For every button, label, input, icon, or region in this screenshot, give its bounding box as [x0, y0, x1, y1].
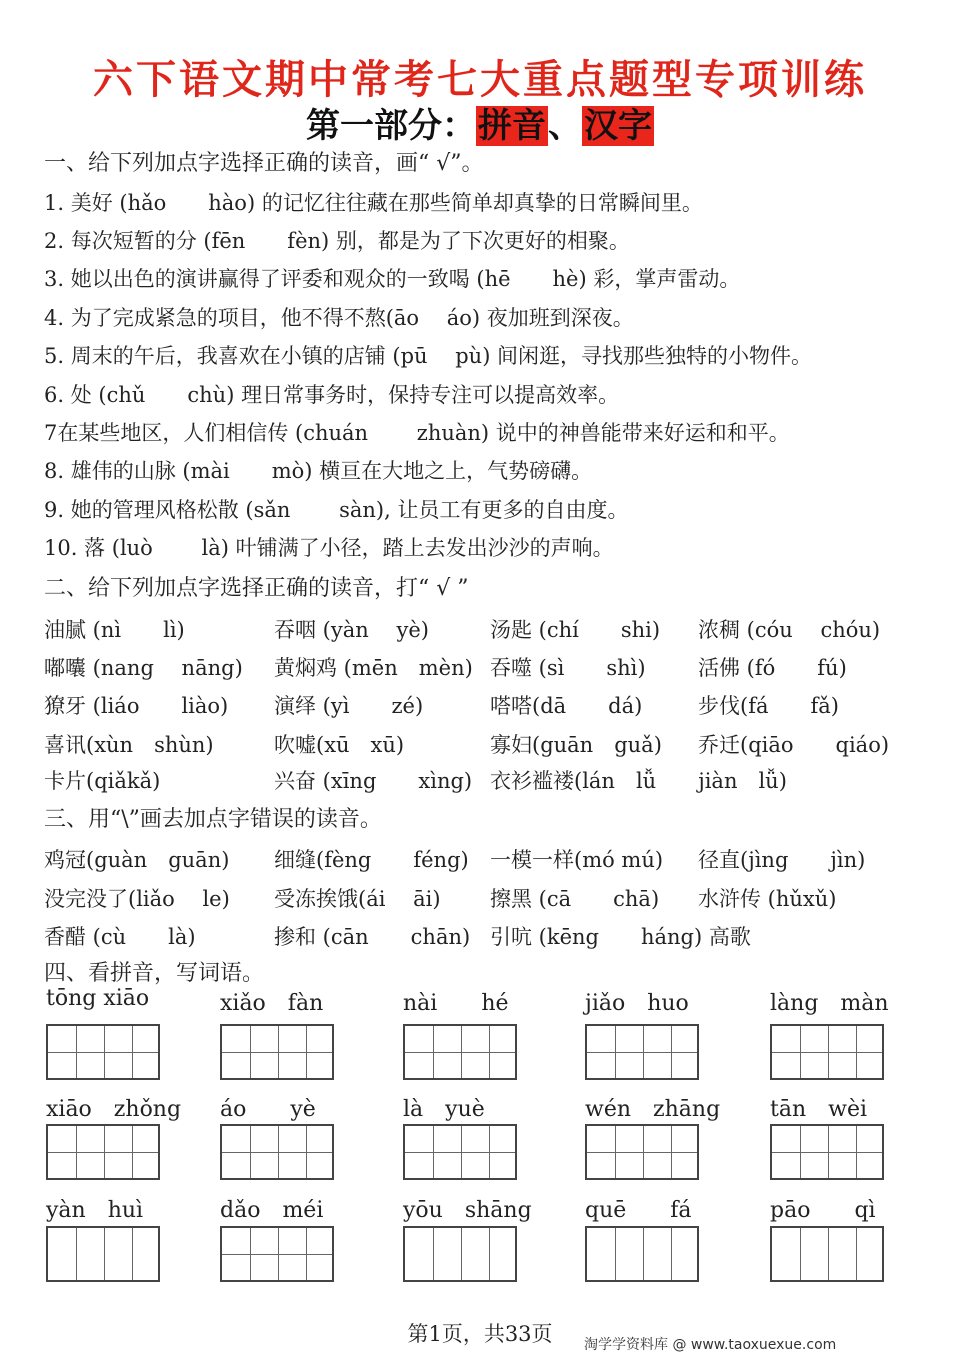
highlight-pinyin: 拼音 — [478, 106, 546, 146]
word-reading-item: 寡妇(guān guǎ) — [490, 733, 662, 757]
pinyin-prompt: quē fá — [585, 1198, 692, 1223]
page-footer: 第1页，共33页 — [407, 1322, 553, 1346]
pinyin-prompt: wén zhāng — [585, 1097, 721, 1122]
pinyin-prompt: làng màn — [770, 991, 889, 1016]
word-reading-item: 黄焖鸡 (mēn mèn) — [274, 656, 473, 680]
pinyin-prompt: yōu shāng — [403, 1198, 532, 1223]
part-prefix: 第一部分： — [306, 106, 476, 146]
box-divider — [615, 1228, 616, 1280]
box-midline — [405, 1152, 515, 1153]
word-reading-item: 引吭 (kēng háng) 高歌 — [490, 925, 751, 949]
word-reading-item: 受冻挨饿(ái āi) — [274, 887, 441, 911]
pinyin-prompt: là yuè — [403, 1097, 485, 1122]
question-item: 5. 周末的午后，我喜欢在小镇的店铺 (pū pù) 间闲逛，寻找那些独特的小物件。 — [44, 344, 813, 368]
box-divider — [643, 1228, 644, 1280]
box-divider — [856, 1228, 857, 1280]
pinyin-prompt: pāo qì — [770, 1198, 876, 1223]
pinyin-prompt: nài hé — [403, 991, 509, 1016]
box-midline — [222, 1152, 332, 1153]
box-divider — [489, 1228, 490, 1280]
box-midline — [772, 1052, 882, 1053]
question-item: 3. 她以出色的演讲赢得了评委和观众的一致喝 (hē hè) 彩，掌声雷动。 — [44, 267, 741, 291]
word-reading-item: 演绎 (yì zé) — [274, 694, 424, 718]
writing-box[interactable] — [585, 1226, 699, 1282]
writing-box[interactable] — [770, 1226, 884, 1282]
word-reading-item: 吹嘘(xū xū) — [274, 733, 405, 757]
word-reading-item: 汤匙 (chí shi) — [490, 618, 661, 642]
box-midline — [587, 1152, 697, 1153]
question-item: 4. 为了完成紧急的项目，他不得不熬(āo áo) 夜加班到深夜。 — [44, 306, 634, 330]
pinyin-prompt: jiǎo huo — [585, 991, 689, 1016]
box-midline — [48, 1152, 158, 1153]
word-reading-item: 掺和 (cān chān) — [274, 925, 471, 949]
writing-box[interactable] — [46, 1124, 160, 1180]
word-reading-item: 径直(jìng jìn) — [698, 848, 866, 872]
box-divider — [433, 1228, 434, 1280]
word-reading-item: 浓稠 (cóu chóu) — [698, 618, 881, 642]
word-reading-item: 步伐(fá fǎ) — [698, 694, 839, 718]
box-midline — [222, 1052, 332, 1053]
watermark: 淘学学资料库 @ www.taoxuexue.com — [584, 1337, 837, 1353]
word-reading-item: 活佛 (fó fú) — [698, 656, 847, 680]
box-midline — [405, 1052, 515, 1053]
pinyin-prompt: xiāo zhǒng — [46, 1097, 182, 1122]
section1-heading: 一、给下列加点字选择正确的读音，画“ √”。 — [44, 151, 484, 176]
word-reading-item: 喜讯(xùn shùn) — [44, 733, 214, 757]
writing-box[interactable] — [585, 1024, 699, 1080]
writing-box[interactable] — [220, 1226, 334, 1282]
word-reading-item: 衣衫褴褛(lán lǚ jiàn lǚ) — [490, 769, 787, 793]
pinyin-prompt: xiǎo fàn — [220, 991, 324, 1016]
writing-box[interactable] — [403, 1226, 517, 1282]
writing-box[interactable] — [770, 1124, 884, 1180]
pinyin-prompt: dǎo méi — [220, 1198, 324, 1223]
box-midline — [587, 1052, 697, 1053]
question-item: 10. 落 (luò là) 叶铺满了小径，踏上去发出沙沙的声响。 — [44, 536, 614, 560]
pinyin-prompt: áo yè — [220, 1097, 316, 1122]
word-reading-item: 卡片(qiǎkǎ) — [44, 769, 161, 793]
question-item: 1. 美好 (hǎo hào) 的记忆往往藏在那些简单却真挚的日常瞬间里。 — [44, 191, 703, 215]
word-reading-item: 吞咽 (yàn yè) — [274, 618, 429, 642]
writing-box[interactable] — [585, 1124, 699, 1180]
writing-box[interactable] — [220, 1124, 334, 1180]
question-item: 6. 处 (chǔ chù) 理日常事务时，保持专注可以提高效率。 — [44, 383, 620, 407]
part-sep: 、 — [548, 106, 582, 146]
box-divider — [800, 1228, 801, 1280]
box-divider — [461, 1228, 462, 1280]
word-reading-item: 吞噬 (sì shì) — [490, 656, 646, 680]
word-reading-item: 香醋 (cù là) — [44, 925, 196, 949]
word-reading-item: 鸡冠(guàn guān) — [44, 848, 230, 872]
box-divider — [104, 1228, 105, 1280]
word-reading-item: 擦黑 (cā chā) — [490, 887, 660, 911]
writing-box[interactable] — [403, 1024, 517, 1080]
question-item: 7在某些地区，人们相信传 (chuán zhuàn) 说中的神兽能带来好运和和平。 — [44, 421, 790, 445]
question-item: 8. 雄伟的山脉 (mài mò) 横亘在大地之上，气势磅礴。 — [44, 459, 593, 483]
word-reading-item: 水浒传 (hǔxǔ) — [698, 887, 837, 911]
word-reading-item: 獠牙 (liáo liào) — [44, 694, 229, 718]
writing-box[interactable] — [46, 1226, 160, 1282]
box-divider — [828, 1228, 829, 1280]
box-midline — [772, 1152, 882, 1153]
writing-box[interactable] — [403, 1124, 517, 1180]
page-title: 六下语文期中常考七大重点题型专项训练 — [93, 56, 867, 103]
question-item: 2. 每次短暂的分 (fēn fèn) 别，都是为了下次更好的相聚。 — [44, 229, 630, 253]
word-reading-item: 没完没了(liǎo le) — [44, 887, 230, 911]
word-reading-item: 油腻 (nì lì) — [44, 618, 185, 642]
section2-heading: 二、给下列加点字选择正确的读音，打“ √ ” — [44, 576, 469, 601]
box-divider — [671, 1228, 672, 1280]
pinyin-prompt: tān wèi — [770, 1097, 868, 1122]
word-reading-item: 嘟囔 (nang nāng) — [44, 656, 243, 680]
box-midline — [222, 1254, 332, 1255]
word-reading-item: 兴奋 (xīng xìng) — [274, 769, 473, 793]
question-item: 9. 她的管理风格松散 (sǎn sàn), 让员工有更多的自由度。 — [44, 498, 629, 522]
word-reading-item: 细缝(fèng féng) — [274, 848, 469, 872]
section3-heading: 三、用“\”画去加点字错误的读音。 — [44, 807, 382, 832]
highlight-hanzi: 汉字 — [584, 106, 652, 146]
writing-box[interactable] — [770, 1024, 884, 1080]
word-reading-item: 一模一样(mó mú) — [490, 848, 664, 872]
section4-heading: 四、看拼音，写词语。 — [44, 961, 265, 986]
part-title — [0, 98, 960, 147]
writing-box[interactable] — [46, 1024, 160, 1080]
box-divider — [132, 1228, 133, 1280]
pinyin-prompt: tōng xiāo — [46, 986, 150, 1011]
writing-box[interactable] — [220, 1024, 334, 1080]
word-reading-item: 乔迁(qiāo qiáo) — [698, 733, 890, 757]
pinyin-prompt: yàn huì — [46, 1198, 144, 1223]
box-divider — [76, 1228, 77, 1280]
box-midline — [48, 1052, 158, 1053]
word-reading-item: 嗒嗒(dā dá) — [490, 694, 643, 718]
